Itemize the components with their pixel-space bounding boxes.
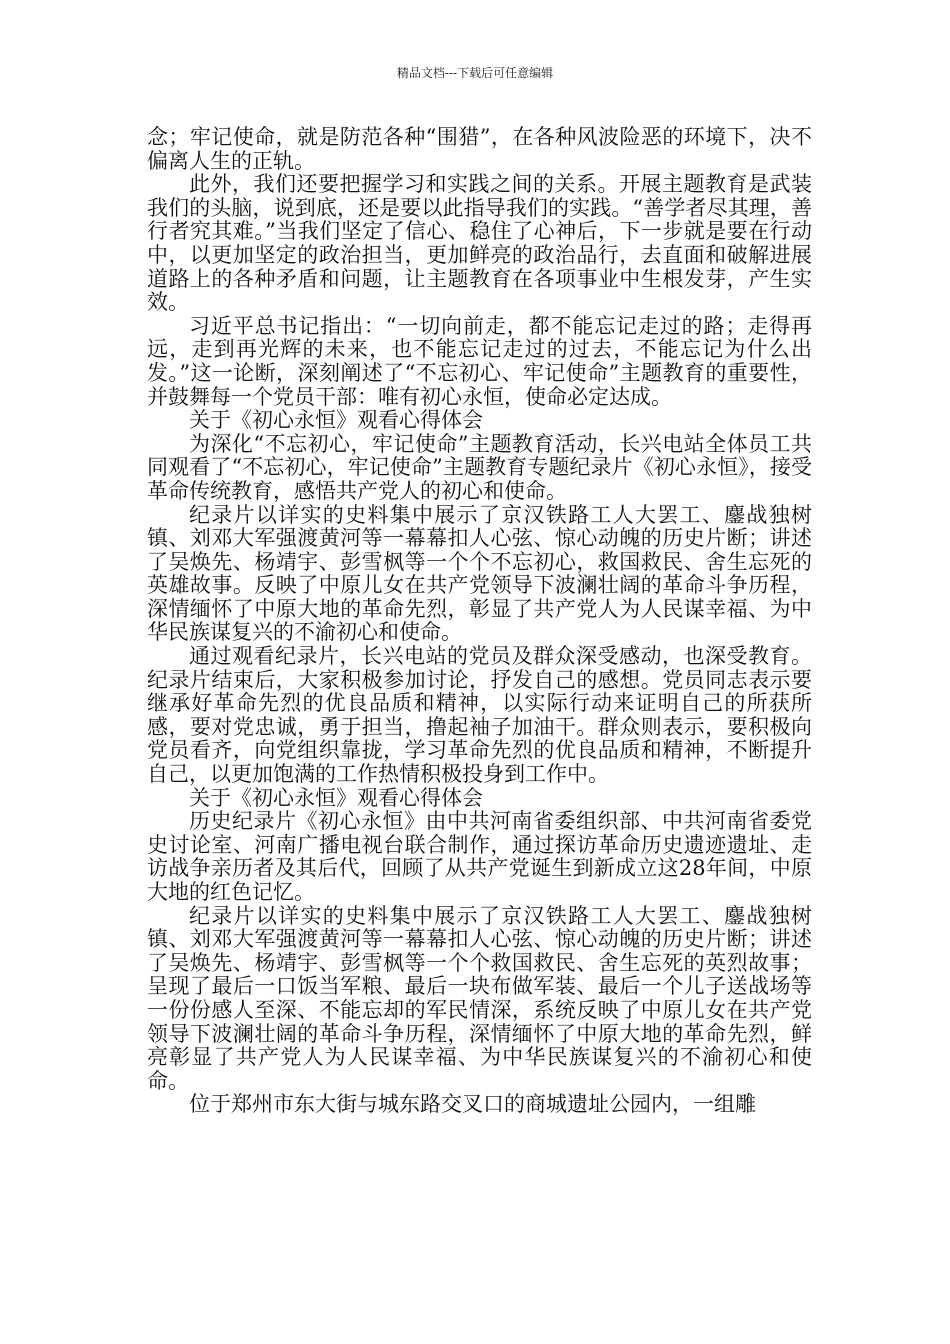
page-header: 精品文档---下载后可任意编辑 <box>396 66 554 80</box>
paragraph: 为深化“不忘初心，牢记使命”主题教育活动，长兴电站全体员工共同观看了“不忘初心，牢记使命”主题教育专题纪录片《初心永恒》，接受革命传统教育，感悟共产党人的初心和使命。 <box>147 431 812 503</box>
section-heading: 关于《初心永恒》观看心得体会 <box>189 785 483 810</box>
paragraph: 念；牢记使命，就是防范各种“围猎”，在各种风波险恶的环境下，决不偏离人生的正轨。 <box>147 125 812 173</box>
paragraph: 通过观看纪录片，长兴电站的党员及群众深受感动，也深受教育。纪录片结束后，大家积极参加讨论，抒发自己的感想。党员同志表示要继承好革命先烈的优良品质和精神，以实际行动来证明自己的所获所感，要对党忠诚，勇于担当，撸起袖子加油干。群众则表示，要积极向党员看齐，向党组织靠拢，学习革命先烈的优良品质和精神，不断提升自己，以更加饱满的工作热情积极投身到工作中。 <box>147 644 812 787</box>
paragraph: 纪录片以详实的史料集中展示了京汉铁路工人大罢工、鏖战独树镇、刘邓大军强渡黄河等一幕幕扣人心弦、惊心动魄的历史片断；讲述了吴焕先、杨靖宇、彭雪枫等一个个救国救民、舍生忘死的英烈故事；呈现了最后一口饭当军粮、最后一块布做军装、最后一个儿子送战场等一份份感人至深、不能忘却的军民情深，系统反映了中原儿女在共产党领导下波澜壮阔的革命斗争历程，深情缅怀了中原大地的革命先烈，鲜亮彰显了共产党人为人民谋幸福、为中华民族谋复兴的不渝初心和使命。 <box>147 903 812 1093</box>
document-body <box>147 126 812 1117</box>
paragraph: 纪录片以详实的史料集中展示了京汉铁路工人大罢工、鏖战独树镇、刘邓大军强渡黄河等一幕幕扣人心弦、惊心动魄的历史片断；讲述了吴焕先、杨靖宇、彭雪枫等一个个不忘初心，救国救民、舍生忘死的英雄故事。反映了中原儿女在共产党领导下波澜壮阔的革命斗争历程，深情缅怀了中原大地的革命先烈，彰显了共产党人为人民谋幸福、为中华民族谋复兴的不渝初心和使命。 <box>147 502 812 645</box>
paragraph: 位于郑州市东大街与城东路交叉口的商城遗址公园内，一组雕 <box>189 1092 756 1117</box>
paragraph: 历史纪录片《初心永恒》由中共河南省委组织部、中共河南省委党史讨论室、河南广播电视台联合制作，通过探访革命历史遗迹遗址、走访战争亲历者及其后代，回顾了从共产党诞生到新成立这28年间，中原大地的红色记忆。 <box>147 809 812 904</box>
paragraph: 此外，我们还要把握学习和实践之间的关系。开展主题教育是武装我们的头脑，说到底，还是要以此指导我们的实践。“善学者尽其理，善行者究其难。”当我们坚定了信心、稳住了心神后，下一步就是要在行动中，以更加坚定的政治担当，更加鲜亮的政治品行，去直面和破解进展道路上的各种矛盾和问题，让主题教育在各项事业中生根发芽，产生实效。 <box>147 172 812 315</box>
paragraph: 习近平总书记指出：“一切向前走，都不能忘记走过的路；走得再远，走到再光辉的未来，也不能忘记走过的过去，不能忘记为什么出发。”这一论断，深刻阐述了“不忘初心、牢记使命”主题教育的重要性，并鼓舞每一个党员干部：唯有初心永恒，使命必定达成。 <box>147 313 812 409</box>
section-heading: 关于《初心永恒》观看心得体会 <box>189 408 483 433</box>
